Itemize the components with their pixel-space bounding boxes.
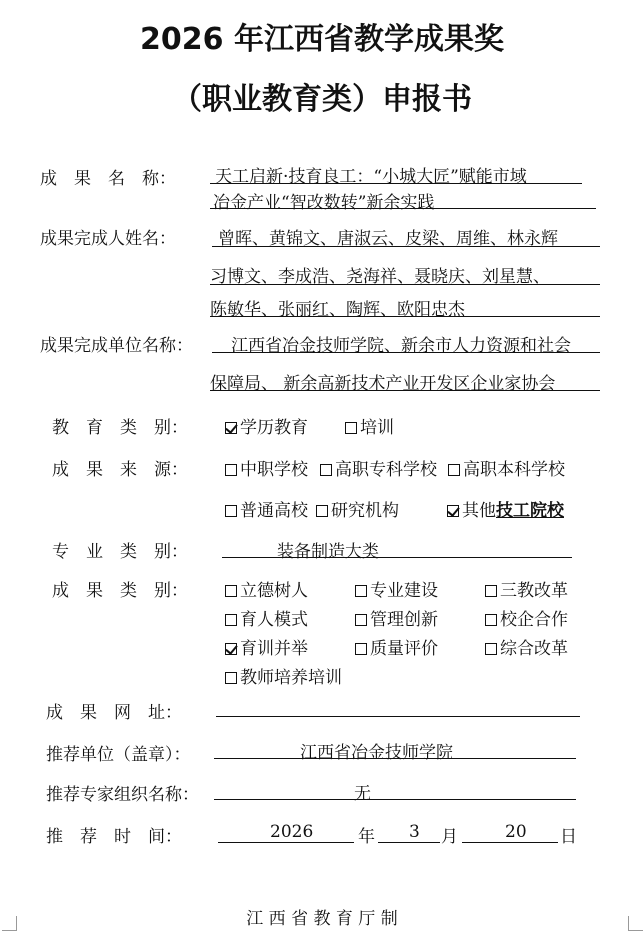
- checkbox-icon: [225, 614, 237, 626]
- recommender-value: 江西省冶金技师学院: [300, 743, 453, 763]
- source-option-vocational-undergrad[interactable]: 高职本科学校: [448, 455, 565, 480]
- date-year-underline: [218, 842, 354, 843]
- result-type-option-4[interactable]: 育人模式: [225, 605, 308, 630]
- units-line2: 保障局、 新余高新技术产业开发区企业家协会: [210, 374, 556, 394]
- checkbox-icon: [225, 585, 237, 597]
- expert-org-value: 无: [354, 784, 371, 804]
- persons-underline-1: [212, 246, 600, 247]
- checkbox-icon: [225, 464, 237, 476]
- persons-underline-2: [210, 284, 600, 285]
- name-line1: 天工启新·技育良工：“小城大匠”赋能市域: [215, 167, 527, 187]
- issuer-footer: 江 西 省 教 育 厅 制: [246, 909, 398, 929]
- name-underline-1: [210, 183, 582, 184]
- source-option-higher-vocational[interactable]: 高职专科学校: [320, 455, 437, 480]
- checkbox-icon: [225, 505, 237, 517]
- name-label: 成 果 名 称：: [40, 169, 176, 189]
- persons-line1: 曾晖、黄锦文、唐淑云、皮梁、周维、林永辉: [218, 229, 558, 249]
- name-line2: 冶金产业“智改数转”新余实践: [213, 193, 435, 213]
- persons-line2: 习博文、李成浩、尧海祥、聂晓庆、刘星慧、: [210, 267, 550, 287]
- expert-org-underline: [214, 799, 576, 800]
- date-label: 推 荐 时 间：: [46, 827, 182, 847]
- source-option-university[interactable]: 普通高校: [225, 496, 308, 521]
- checkbox-icon: [355, 643, 367, 655]
- recommender-label: 推荐单位（盖章）：: [46, 745, 191, 765]
- persons-label: 成果完成人姓名：: [40, 229, 176, 249]
- checkbox-icon: [485, 643, 497, 655]
- result-type-option-2[interactable]: 专业建设: [355, 576, 438, 601]
- checkbox-icon: [355, 585, 367, 597]
- persons-underline-3: [210, 316, 600, 317]
- checkbox-icon: [316, 505, 328, 517]
- checkbox-checked-icon: [225, 643, 237, 655]
- checkbox-checked-icon: [225, 422, 237, 434]
- date-month-unit: 月: [441, 827, 458, 847]
- checkbox-icon: [485, 614, 497, 626]
- checkbox-icon: [225, 672, 237, 684]
- checkbox-icon: [345, 422, 357, 434]
- result-type-option-7[interactable]: 育训并举: [225, 634, 308, 659]
- result-type-option-9[interactable]: 综合改革: [485, 634, 568, 659]
- checkbox-icon: [485, 585, 497, 597]
- recommender-underline: [214, 758, 576, 759]
- date-day-unit: 日: [560, 827, 577, 847]
- date-year: 2026: [270, 822, 314, 842]
- units-underline-2: [210, 390, 600, 391]
- date-day: 20: [505, 822, 527, 842]
- major-label: 专 业 类 别：: [52, 542, 188, 562]
- document-title-line1: 2026 年江西省教学成果奖: [140, 22, 504, 57]
- units-label: 成果完成单位名称：: [40, 336, 193, 356]
- result-type-option-8[interactable]: 质量评价: [355, 634, 438, 659]
- website-underline: [216, 716, 580, 717]
- name-underline-2: [210, 208, 596, 209]
- result-type-option-10[interactable]: 教师培养培训: [225, 663, 342, 688]
- source-label: 成 果 来 源：: [52, 460, 188, 480]
- result-type-option-1[interactable]: 立德树人: [225, 576, 308, 601]
- source-other-value: 技工院校: [496, 501, 564, 521]
- units-line1: 江西省冶金技师学院、新余市人力资源和社会: [231, 336, 571, 356]
- source-option-secondary-vocational[interactable]: 中职学校: [225, 455, 308, 480]
- checkbox-icon: [320, 464, 332, 476]
- major-value: 装备制造大类: [277, 542, 379, 562]
- checkbox-checked-icon: [447, 505, 459, 517]
- date-month-underline: [378, 842, 440, 843]
- expert-org-label: 推荐专家组织名称：: [46, 785, 199, 805]
- website-label: 成 果 网 址：: [46, 703, 182, 723]
- result-type-option-3[interactable]: 三教改革: [485, 576, 568, 601]
- result-type-option-6[interactable]: 校企合作: [485, 605, 568, 630]
- checkbox-icon: [355, 614, 367, 626]
- major-underline: [222, 557, 572, 558]
- date-year-unit: 年: [358, 827, 375, 847]
- result-type-option-5[interactable]: 管理创新: [355, 605, 438, 630]
- source-option-research-institute[interactable]: 研究机构: [316, 496, 399, 521]
- edu-type-option-training[interactable]: 培训: [345, 413, 394, 438]
- date-day-underline: [462, 842, 558, 843]
- units-underline-1: [212, 352, 600, 353]
- result-type-label: 成 果 类 别：: [52, 581, 188, 601]
- persons-line3: 陈敏华、张丽红、陶辉、欧阳忠杰: [210, 300, 465, 320]
- edu-type-label: 教 育 类 别：: [52, 418, 188, 438]
- date-month: 3: [409, 822, 420, 842]
- edu-type-option-degree[interactable]: 学历教育: [225, 413, 308, 438]
- source-option-other[interactable]: 其他技工院校: [447, 496, 564, 521]
- document-title-line2: （职业教育类）申报书: [172, 82, 472, 117]
- checkbox-icon: [448, 464, 460, 476]
